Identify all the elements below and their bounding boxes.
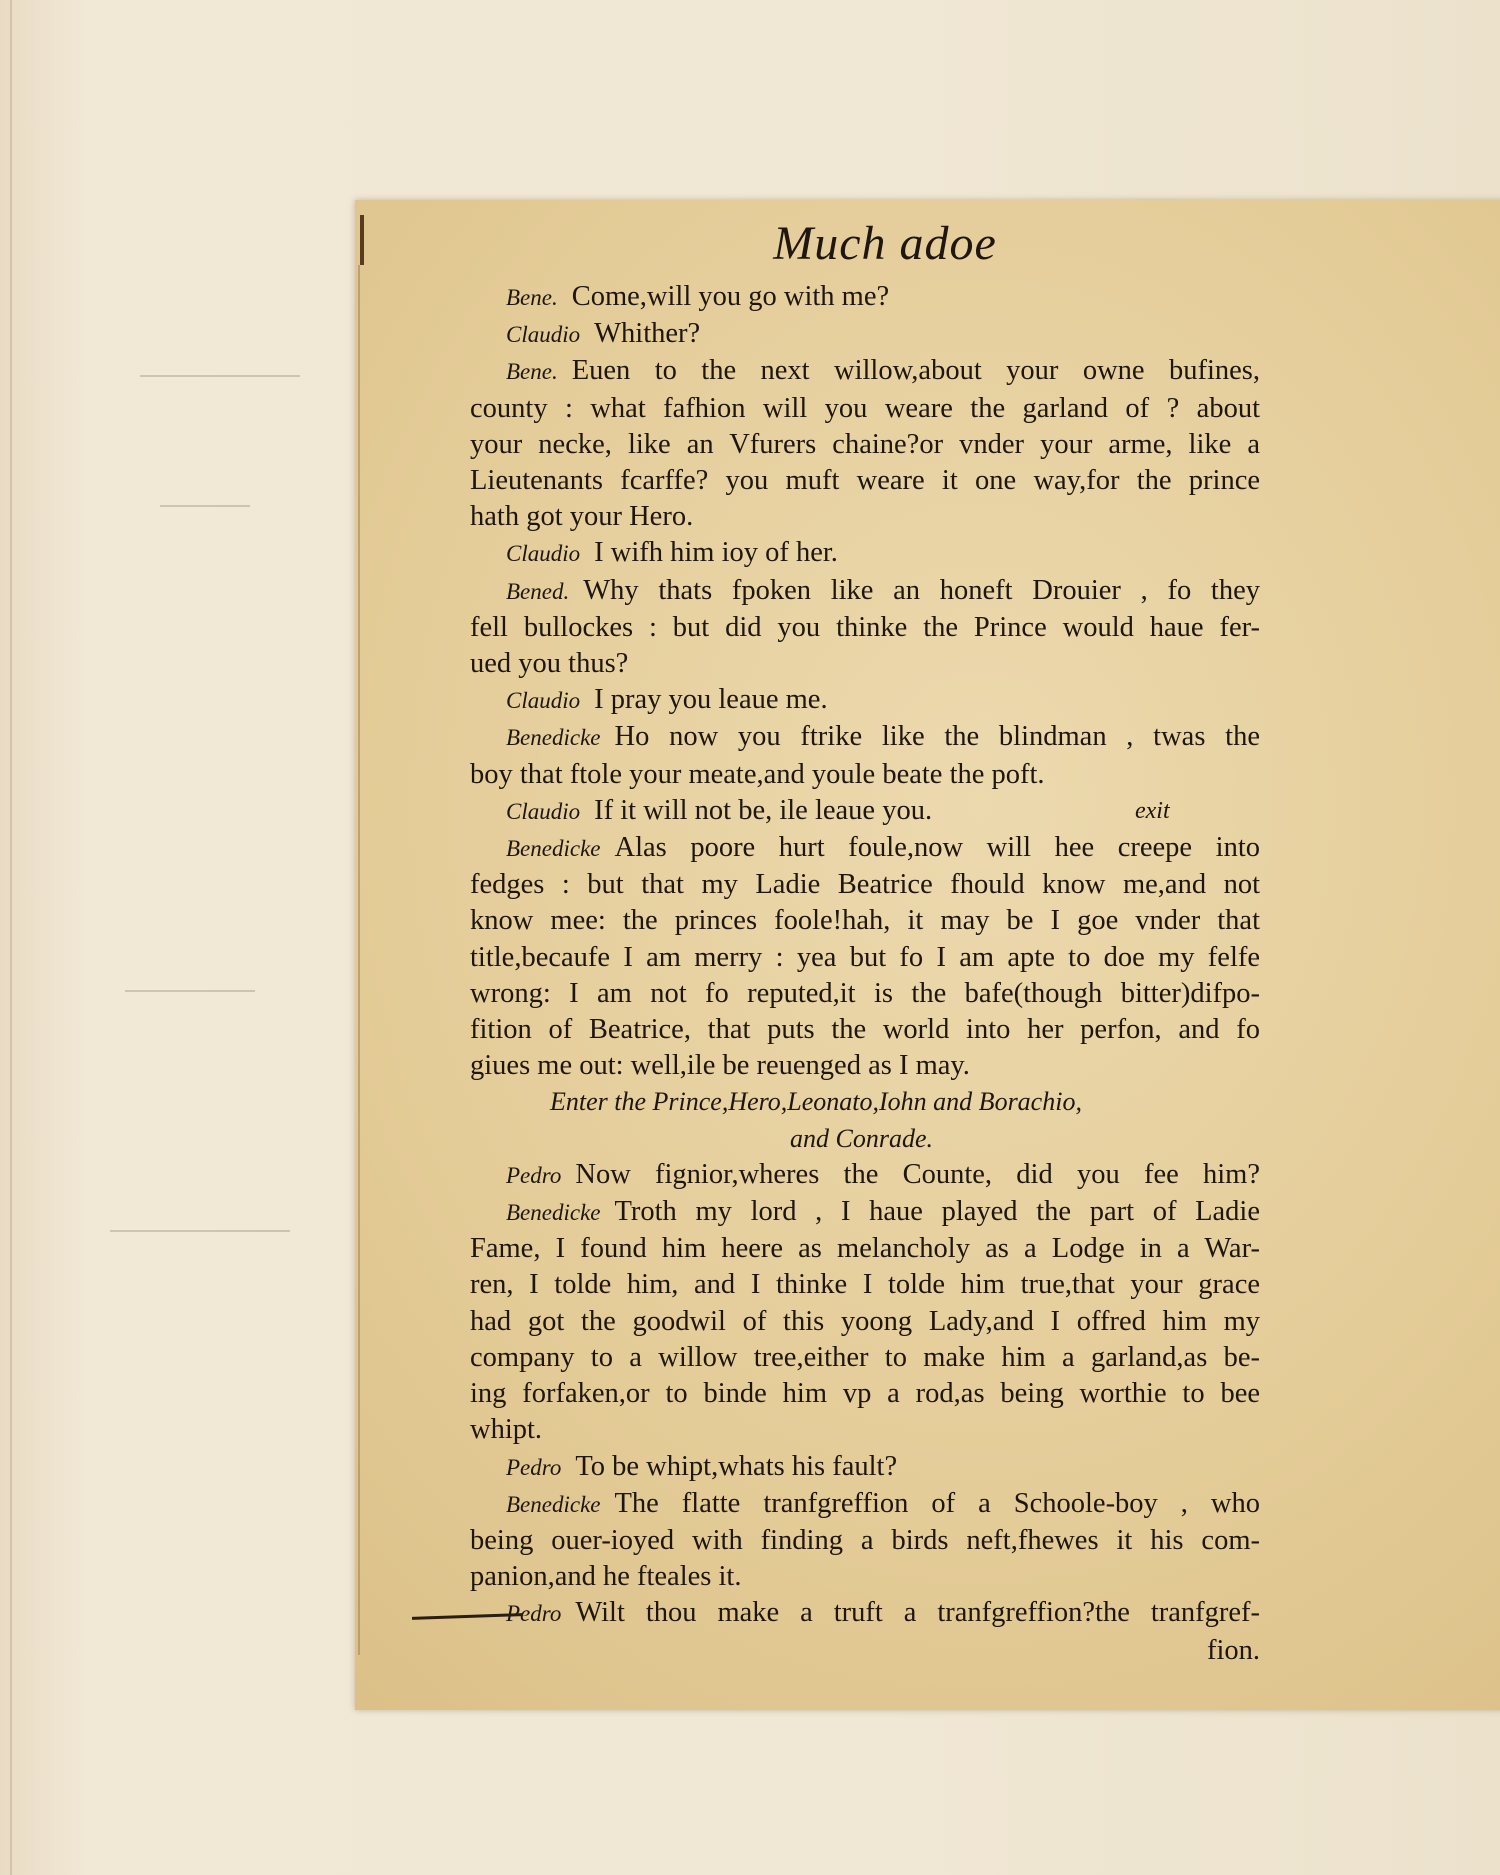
line-text: I pray you leaue me. [594,684,828,716]
line-text: hath got your Hero. [470,501,694,533]
speaker-name: Pedro [506,1162,562,1188]
line-text: giues me out: well,ile be reuenged as I may. [470,1050,970,1082]
line-text: Why thats fpoken like an honeft Drouier , fo they [583,574,1260,606]
line-text: ren, I tolde him, and I thinke I tolde him true,that your grace [470,1269,1260,1301]
line-text: ued you thus? [470,648,629,680]
running-head: Much adoe [773,217,997,270]
speaker-name: Pedro [506,1454,562,1480]
line-text: The flatte tranfgreffion of a Schoole-boy , who [614,1487,1260,1519]
speech-line [470,1157,1260,1194]
text-line [470,1267,1260,1303]
text-line [470,1412,1260,1448]
speech-line [470,535,1260,572]
line-text: To be whipt,whats his fault? [575,1450,898,1482]
line-text: boy that ftole your meate,and youle beate the poft. [470,758,1045,790]
line-text: panion,and he fteales it. [470,1561,742,1593]
speaker-name: Benedicke [506,1491,601,1517]
margin-tick [360,215,364,265]
speech-line [470,793,1260,830]
line-text: whipt. [470,1414,543,1446]
speech-line [470,682,1260,719]
speaker-name: Claudio [506,322,581,348]
stage-direction-line: Enter the Prince,Hero,Leonato,Iohn and Borachio, [550,1087,1082,1117]
text-line [470,427,1260,463]
offset-mark [125,990,255,992]
speaker-name: Claudio [506,688,581,714]
text-line [470,1559,1260,1595]
text-line [470,391,1260,427]
line-text: I wifh him ioy of her. [594,537,838,569]
speaker-name: Bene. [506,359,558,385]
line-text: fition of Beatrice, that puts the world into her perfon, and fo [470,1014,1260,1046]
line-text: Come,will you go with me? [571,281,890,312]
text-line [470,1012,1260,1048]
offset-mark [110,1230,290,1232]
speaker-name: Claudio [506,798,581,824]
text-line [470,867,1260,903]
speech-line [470,316,1260,353]
line-text: being ouer-ioyed with finding a birds neft,fhewes it his com- [470,1524,1260,1556]
speech-line [470,353,1260,390]
line-text: wrong: I am not fo reputed,it is the bafe(though bitter)difpo- [470,977,1260,1009]
line-text: county : what fafhion will you weare the garland of ? about [470,392,1260,424]
text-line [470,610,1260,646]
line-text: Euen to the next willow,about your owne bufines, [571,355,1260,387]
dialogue-block [470,279,1260,1084]
offset-mark [160,505,250,507]
speaker-name: Benedicke [506,725,601,751]
text-line [470,499,1260,535]
line-text: title,becaufe I am merry : yea but fo I am apte to doe my felfe [470,941,1260,973]
line-text: your necke, like an Vfurers chaine?or vnder your arme, like a [470,428,1260,460]
text-line [470,1231,1260,1267]
text-line [470,1304,1260,1340]
exit-direction: exit [1135,797,1170,824]
line-text: If it will not be, ile leaue you. [594,794,933,826]
speaker-name: Pedro [506,1601,562,1627]
line-text: fedges : but that my Ladie Beatrice fhould know me,and not [470,869,1260,901]
text-line [470,463,1260,499]
speech-line [470,1449,1260,1486]
text-line [470,1376,1260,1412]
catchword: fion. [1206,1634,1260,1666]
line-text: Alas poore hurt foule,now will hee creepe into [614,832,1260,864]
mount-edge [10,0,12,1875]
speech-line [470,279,1260,316]
speech-line [470,573,1260,610]
page-gutter-rule [358,265,360,1655]
text-line [470,757,1260,793]
stage-direction-line: and Conrade. [790,1123,933,1153]
line-text: Troth my lord , I haue played the part of Ladie [614,1196,1260,1228]
dialogue-block [470,1157,1260,1633]
line-text: Lieutenants fcarffe? you muft weare it one way,for the prince [470,465,1260,497]
line-text: Fame, I found him heere as melancholy as a Lodge in a War- [470,1233,1260,1265]
speech-line [470,719,1260,756]
speaker-name: Bene. [506,285,558,310]
line-text: had got the goodwil of this yoong Lady,and I offred him my [470,1305,1260,1337]
text-line [470,940,1260,976]
line-text: Whither? [594,318,701,350]
text-line [470,1340,1260,1376]
text-line [470,903,1260,939]
speech-line [470,1595,1260,1632]
text-line [470,1523,1260,1559]
line-text: Wilt thou make a truft a tranfgreffion?the tranfgref- [575,1597,1260,1629]
line-text: Ho now you ftrike like the blindman , twas the [614,721,1260,753]
speaker-name: Bened. [506,578,570,604]
speech-line [470,1194,1260,1231]
text-line [470,646,1260,682]
line-text: ing forfaken,or to binde him vp a rod,as being worthie to bee [470,1378,1260,1410]
text-line [470,976,1260,1012]
speaker-name: Claudio [506,541,581,567]
speaker-name: Benedicke [506,1200,601,1226]
page-text [470,215,1260,1669]
line-text: Now fignior,wheres the Counte, did you fee him? [575,1158,1260,1190]
line-text: know mee: the princes foole!hah, it may be I goe vnder that [470,905,1260,937]
speech-line [470,830,1260,867]
speaker-name: Benedicke [506,836,601,862]
offset-mark [140,375,300,377]
line-text: fell bullockes : but did you thinke the Prince would haue fer- [470,611,1260,643]
speech-line [470,1486,1260,1523]
text-line [470,1048,1260,1084]
catchword-row [470,1633,1260,1669]
line-text: company to a willow tree,either to make him a garland,as be- [470,1341,1260,1373]
